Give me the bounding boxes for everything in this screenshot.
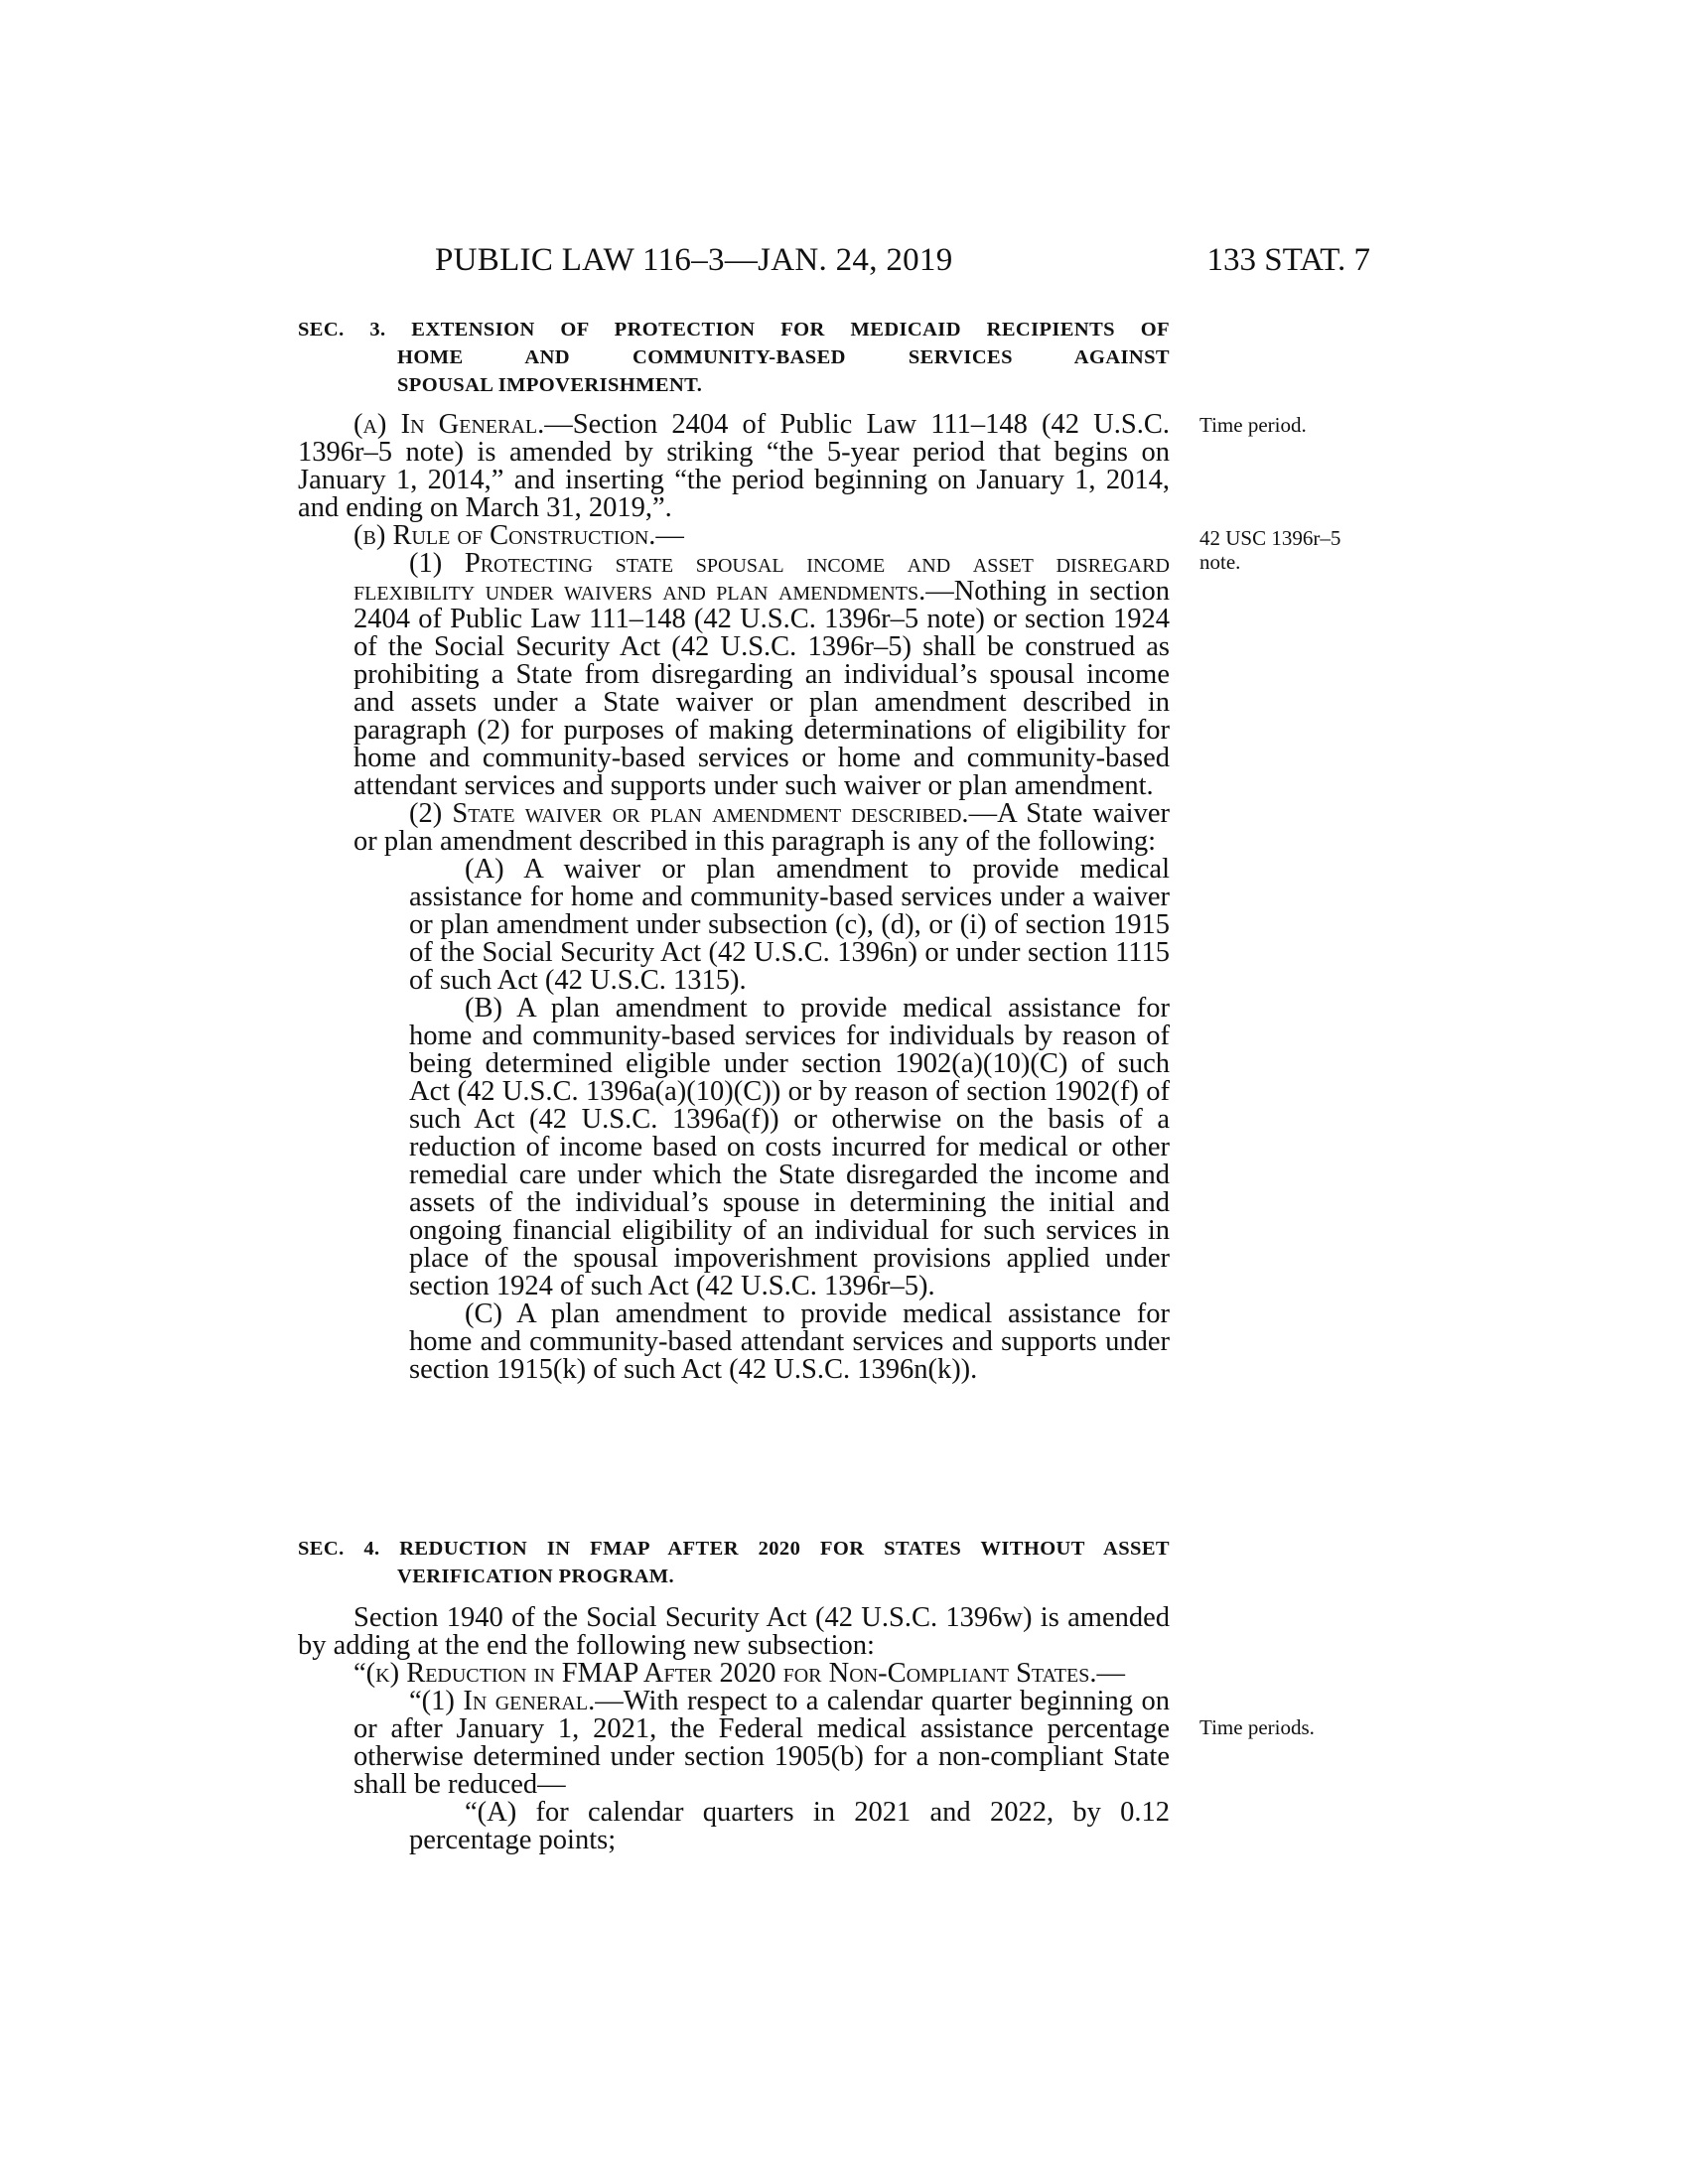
paragraph-k1-label: “(1) In general.	[409, 1686, 596, 1716]
section-4-body	[298, 1604, 1170, 1854]
section-4-heading	[298, 1535, 1170, 1590]
page-title: PUBLIC LAW 116–3—JAN. 24, 2019	[435, 242, 953, 278]
margin-note-time-periods: Time periods.	[1199, 1715, 1315, 1739]
paragraph-k1	[298, 1688, 1170, 1799]
subsection-b: (b) Rule of Construction.—	[353, 520, 684, 551]
running-head	[298, 242, 1370, 292]
subparagraph-kA: “(A) for calendar quarters in 2021 and 2022, by 0.12 percentage points;	[409, 1797, 1170, 1855]
subsection-a-label: (a) In General.	[353, 409, 545, 440]
section-3-body	[298, 411, 1170, 1384]
paragraph-b1-text: —Nothing in section 2404 of Public Law 111–148 (42 U.S.C. 1396r–5 note) or section 1924 of the Social Security Act (42 U.S.C. 1396r–5) shall be construed as prohibiting a State from disregarding an individual’s spousal income and assets under a State waiver or plan amendment described in paragraph (2) for purposes of making determinations of eligibility for home and community-based services or home and community-based attendant services and supports under such waiver or plan amendment.	[353, 576, 1170, 801]
paragraph-b1-label: (1) Protecting state spousal income and asset disregard flexibility under waivers and plan amendments.	[353, 548, 1170, 607]
subparagraph-C: (C) A plan amendment to provide medical assistance for home and community-based attendant services and supports under section 1915(k) of such Act (42 U.S.C. 1396n(k)).	[409, 1298, 1170, 1385]
paragraph-b1	[298, 550, 1170, 800]
page-statute-number: 133 STAT. 7	[1206, 242, 1370, 278]
subsection-k-label: “(k) Reduction in FMAP After 2020 for Non-Compliant States.	[353, 1658, 1097, 1689]
margin-note-time-period: Time period.	[1199, 413, 1307, 437]
subparagraph-B: (B) A plan amendment to provide medical assistance for home and community-based services for individuals by reason of being determined eligible under section 1902(a)(10)(C) of such Act (42 U.S.C. 1396a(a)(10)(C)) or by reason of section 1902(f) of such Act (42 U.S.C. 1396a(f)) or otherwise on the basis of a reduction of income based on costs incurred for medical or other remedial care under which the State disregarded the income and assets of the individual’s spouse in determining the initial and ongoing financial eligibility of an individual for such services in place of the spousal impoverishment provisions applied under section 1924 of such Act (42 U.S.C. 1396r–5).	[409, 993, 1170, 1301]
subparagraph-A: (A) A waiver or plan amendment to provide medical assistance for home and community-based services under a waiver or plan amendment under subsection (c), (d), or (i) of section 1915 of the Social Security Act (42 U.S.C. 1396n) or under section 1115 of such Act (42 U.S.C. 1315).	[409, 854, 1170, 996]
paragraph-b2-label: (2) State waiver or plan amendment described.	[409, 798, 969, 829]
section-4-heading-line-2: VERIFICATION PROGRAM.	[397, 1566, 675, 1587]
section-3-heading-line-3: SPOUSAL IMPOVERISHMENT.	[397, 374, 703, 396]
subsection-b-label: (b) Rule of Construction.	[353, 520, 656, 551]
paragraph-b2-text: —A State waiver or plan amendment described in this paragraph is any of the following:	[353, 798, 1170, 857]
section-3-heading	[298, 316, 1170, 399]
section-4-intro: Section 1940 of the Social Security Act (42 U.S.C. 1396w) is amended by adding at the end the following new subsection:	[298, 1602, 1170, 1661]
section-4-heading-line-1: SEC. 4. REDUCTION IN FMAP AFTER 2020 FOR STATES WITHOUT ASSET	[298, 1538, 1170, 1560]
margin-note-usc-ref-line-1: 42 USC 1396r–5	[1199, 526, 1341, 550]
section-3-heading-line-2: HOME AND COMMUNITY-BASED SERVICES AGAINST	[397, 346, 1170, 368]
margin-note-usc-ref-line-2: note.	[1199, 550, 1241, 574]
subsection-a	[298, 411, 1170, 522]
subsection-k: “(k) Reduction in FMAP After 2020 for Non-Compliant States.—	[353, 1658, 1125, 1689]
paragraph-b2	[298, 800, 1170, 856]
subsection-a-text: —Section 2404 of Public Law 111–148 (42 U.S.C. 1396r–5 note) is amended by striking “the 5-year period that begins on January 1, 2014,” and inserting “the period beginning on January 1, 2014, and ending on March 31, 2019,”.	[298, 409, 1170, 523]
paragraph-k1-text: —With respect to a calendar quarter beginning on or after January 1, 2021, the Federal medical assistance percentage otherwise determined under section 1905(b) for a non-compliant State shall be reduced—	[353, 1686, 1171, 1800]
margin-note-usc-ref	[1199, 526, 1340, 574]
section-3-heading-line-1: SEC. 3. EXTENSION OF PROTECTION FOR MEDICAID RECIPIENTS OF	[298, 319, 1170, 341]
